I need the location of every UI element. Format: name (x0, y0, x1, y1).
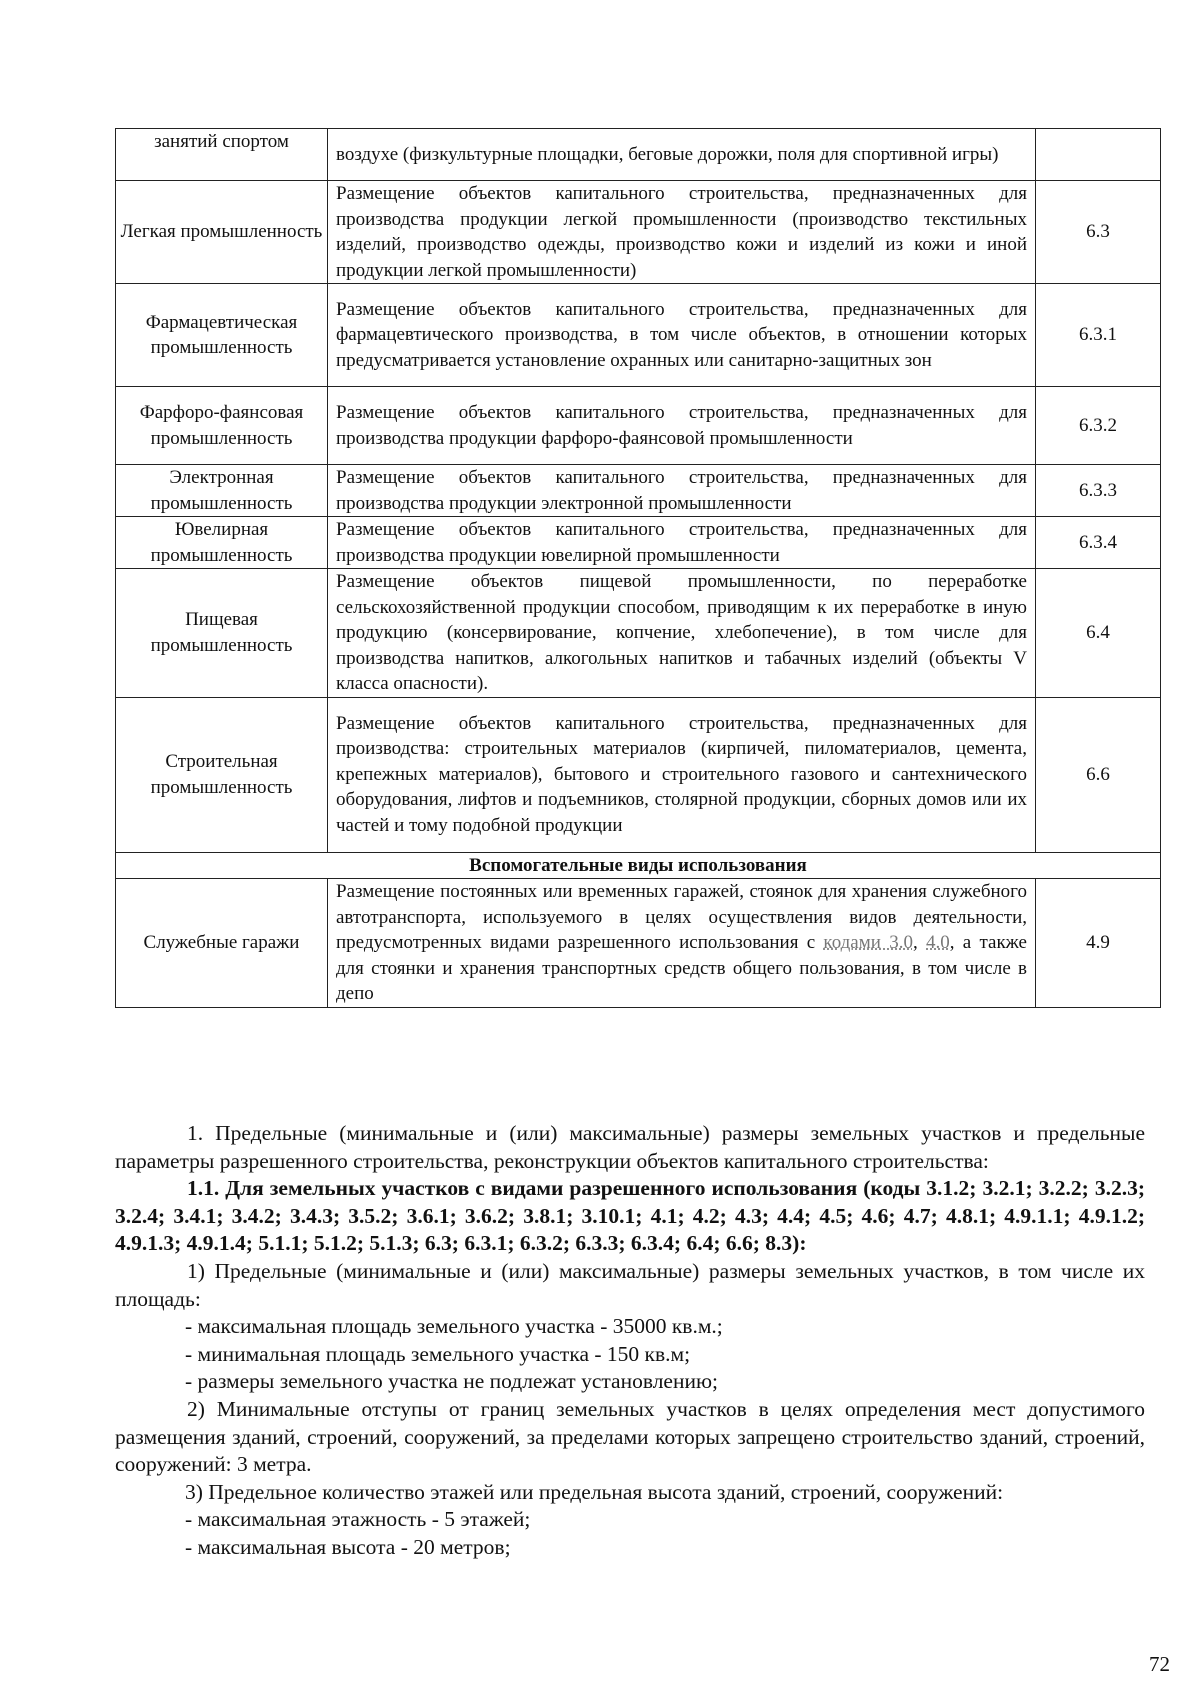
list-item: - минимальная площадь земельного участка - 150 кв.м; (185, 1341, 691, 1366)
clause-number: 1.1 (187, 1176, 214, 1201)
use-code: 6.6 (1036, 697, 1161, 852)
list-item: - максимальная площадь земельного участка - 35000 кв.м.; (185, 1314, 723, 1339)
use-description: Размещение объектов капитального строительства, предназначенных для производства: строительных материалов (кирпичей, пиломатериалов, цемента, крепежных материалов), бытового и строительного газового и сантехнического оборудования, лифтов и подъемников, столярной продукции, сборных домов или их частей и тому подобной продукции (328, 697, 1036, 852)
use-description: Размещение объектов пищевой промышленности, по переработке сельскохозяйственной продукции способом, приводящим к их переработке в иную продукцию (консервирование, копчение, хлебопечение), в том числе для производства напитков, алкогольных напитков и табачных изделий (объекты V класса опасности). (328, 569, 1036, 698)
use-code: 6.4 (1036, 569, 1161, 698)
use-code: 4.9 (1036, 879, 1161, 1008)
code-link-3-0[interactable]: кодами 3.0 (823, 932, 913, 953)
use-name: Пищевая промышленность (116, 569, 328, 698)
paragraph-setbacks: 2) Минимальные отступы от границ земельных участков в целях определения мест допустимого размещения зданий, строений, сооружений, за пределами которых запрещено строительство зданий, строений, сооружений: 3 метра. (115, 1396, 1145, 1477)
use-description: Размещение объектов капитального строительства, предназначенных для производства продукции электронной промышленности (328, 465, 1036, 517)
section-row (116, 852, 1161, 879)
paragraph-floors: 3) Предельное количество этажей или предельная высота зданий, строений, сооружений: (185, 1479, 1004, 1504)
list-item: - максимальная этажность - 5 этажей; (185, 1507, 531, 1532)
table-row (116, 465, 1161, 517)
table-row (116, 129, 1161, 181)
list-item: - максимальная высота - 20 метров; (185, 1534, 511, 1559)
table-row (116, 879, 1161, 1008)
section-title: Вспомогательные виды использования (116, 852, 1161, 879)
use-description: Размещение объектов капитального строительства, предназначенных для производства продукции легкой промышленности (производство текстильных изделий, производство одежды, производство кожи и изделий из кожи и иной продукции легкой промышленности) (328, 181, 1036, 284)
page-number: 72 (1149, 1652, 1170, 1676)
table-row (116, 517, 1161, 569)
description-text: Размещение постоянных или временных гаражей, стоянок для хранения служебного автотранспорта, используемого в целях осуществления видов деятельности, предусмотренных видами разрешенного использования с (336, 881, 1027, 953)
use-name: Строительная промышленность (116, 697, 328, 852)
use-description: Размещение объектов капитального строительства, предназначенных для производства продукции ювелирной промышленности (328, 517, 1036, 569)
table-row (116, 387, 1161, 465)
use-description: Размещение объектов капитального строительства, предназначенных для фармацевтического производства, в том числе объектов, в отношении которых предусматривается установление охранных или санитарно-защитных зон (328, 284, 1036, 387)
list-item: - размеры земельного участка не подлежат установлению; (185, 1369, 719, 1394)
use-code: 6.3.2 (1036, 387, 1161, 465)
use-code (1036, 129, 1161, 181)
use-name: Электронная промышленность (116, 465, 328, 517)
use-description: воздухе (физкультурные площадки, беговые дорожки, поля для спортивной игры) (328, 129, 1036, 181)
use-name: Легкая промышленность (116, 181, 328, 284)
paragraph-sizes: 1) Предельные (минимальные и (или) максимальные) размеры земельных участков, в том числе их площадь: (115, 1258, 1145, 1311)
use-code: 6.3.3 (1036, 465, 1161, 517)
use-name: Служебные гаражи (116, 879, 328, 1008)
table-row (116, 569, 1161, 698)
use-name: Ювелирная промышленность (116, 517, 328, 569)
use-description (328, 879, 1036, 1008)
table-row (116, 697, 1161, 852)
paragraph-intro: 1. Предельные (минимальные и (или) максимальные) размеры земельных участков и предельные параметры разрешенного строительства, реконструкции объектов капитального строительства: (115, 1121, 1145, 1173)
table-row (116, 284, 1161, 387)
description-text: , а также для стоянки и хранения транспортных средств общего пользования, в том числе в депо (336, 932, 1027, 1004)
use-code: 6.3 (1036, 181, 1161, 284)
table-row (116, 181, 1161, 284)
use-description: Размещение объектов капитального строительства, предназначенных для производства продукции фарфоро-фаянсовой промышленности (328, 387, 1036, 465)
paragraph-codes (115, 1175, 1145, 1258)
clause-text: . Для земельных участков с видами разрешенного использования (коды 3.1.2; 3.2.1; 3.2.2; 3.2.3; 3.2.4; 3.4.1; 3.4.2; 3.4.3; 3.5.2; 3.6.1; 3.6.2; 3.8.1; 3.10.1; 4.1; 4.2; 4.3; 4.4; 4.5; 4.6; 4.7; 4.8.1; 4.9.1.1; 4.9.1.2; 4.9.1.3; 4.9.1.4; 5.1.1; 5.1.2; 5.1.3; 6.3; 6.3.1; 6.3.2; 6.3.3; 6.3.4; 6.4; 6.6; 8.3): (115, 1176, 1145, 1256)
use-name: Фарфоро-фаянсовая промышленность (116, 387, 328, 465)
code-link-4-0[interactable]: 4.0 (926, 932, 950, 953)
parameters-section (115, 1120, 1145, 1562)
use-code: 6.3.4 (1036, 517, 1161, 569)
use-name: занятий спортом (116, 129, 328, 181)
land-use-table (115, 128, 1161, 1008)
separator: , (912, 932, 918, 953)
use-name: Фармацевтическая промышленность (116, 284, 328, 387)
use-code: 6.3.1 (1036, 284, 1161, 387)
